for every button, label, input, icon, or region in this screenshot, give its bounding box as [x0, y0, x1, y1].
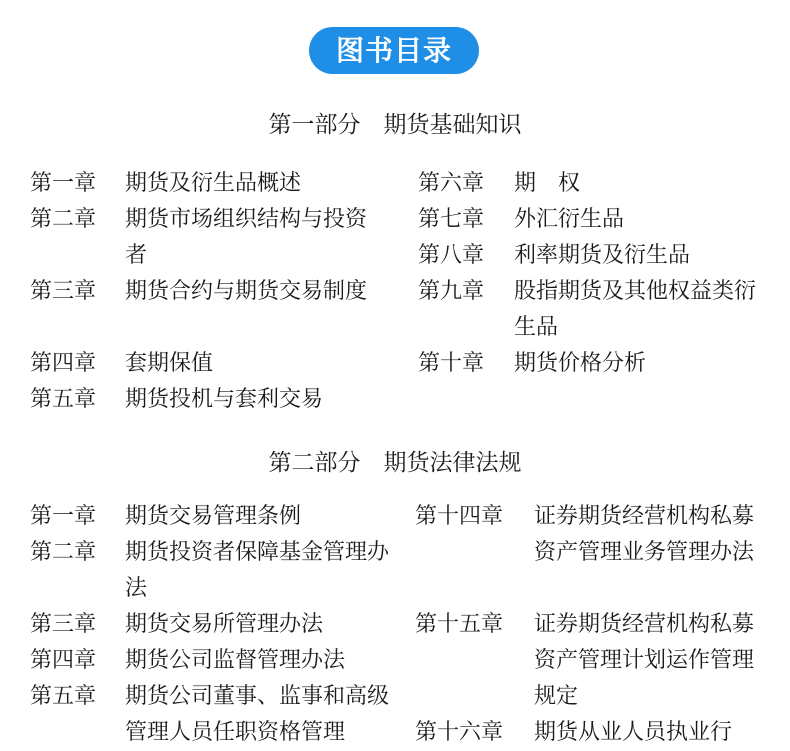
chapter-title: 套期保值	[125, 351, 214, 376]
chapter-number: 第三章	[30, 612, 97, 637]
chapter-number: 第六章	[418, 171, 485, 196]
chapter-title: 股指期货及其他权益类衍生品	[514, 279, 757, 340]
chapter-number: 第八章	[418, 243, 485, 268]
chapter-title: 利率期货及衍生品	[514, 243, 691, 268]
chapter-title: 期货交易所管理办法	[125, 612, 324, 637]
part1-title: 第一部分 期货基础知识	[268, 112, 522, 138]
chapter-title: 证券期货经营机构私募资产管理业务管理办法	[534, 504, 755, 565]
chapter-title: 期货及衍生品概述	[125, 171, 302, 196]
catalog-title-badge: 图书目录	[309, 27, 479, 74]
chapter-number: 第七章	[418, 207, 485, 232]
chapter-number: 第十六章	[415, 720, 504, 745]
chapter-title: 期货投资者保障基金管理办法	[125, 540, 390, 601]
chapter-number: 第一章	[30, 171, 97, 196]
chapter-number: 第二章	[30, 540, 97, 565]
chapter-number: 第二章	[30, 207, 97, 232]
chapter-title: 期货价格分析	[514, 351, 647, 376]
chapter-title: 期货从业人员执业行	[534, 720, 733, 745]
part2-title: 第二部分 期货法律法规	[268, 450, 522, 476]
chapter-title: 证券期货经营机构私募资产管理计划运作管理规定	[534, 612, 755, 709]
chapter-title: 期货交易管理条例	[125, 504, 302, 529]
chapter-title: 期货投机与套利交易	[125, 387, 324, 412]
chapter-number: 第九章	[418, 279, 485, 304]
chapter-number: 第一章	[30, 504, 97, 529]
chapter-title: 期货公司监督管理办法	[125, 648, 346, 673]
chapter-title: 期货市场组织结构与投资者	[125, 207, 368, 268]
chapter-number: 第十五章	[415, 612, 504, 637]
chapter-number: 第三章	[30, 279, 97, 304]
chapter-title: 期 权	[514, 171, 581, 196]
chapter-number: 第四章	[30, 351, 97, 376]
chapter-number: 第十章	[418, 351, 485, 376]
chapter-title: 外汇衍生品	[514, 207, 625, 232]
chapter-number: 第五章	[30, 684, 97, 709]
chapter-title: 期货合约与期货交易制度	[125, 279, 368, 304]
chapter-number: 第五章	[30, 387, 97, 412]
chapter-number: 第四章	[30, 648, 97, 673]
chapter-number: 第十四章	[415, 504, 504, 529]
chapter-title: 期货公司董事、监事和高级管理人员任职资格管理	[125, 684, 390, 745]
